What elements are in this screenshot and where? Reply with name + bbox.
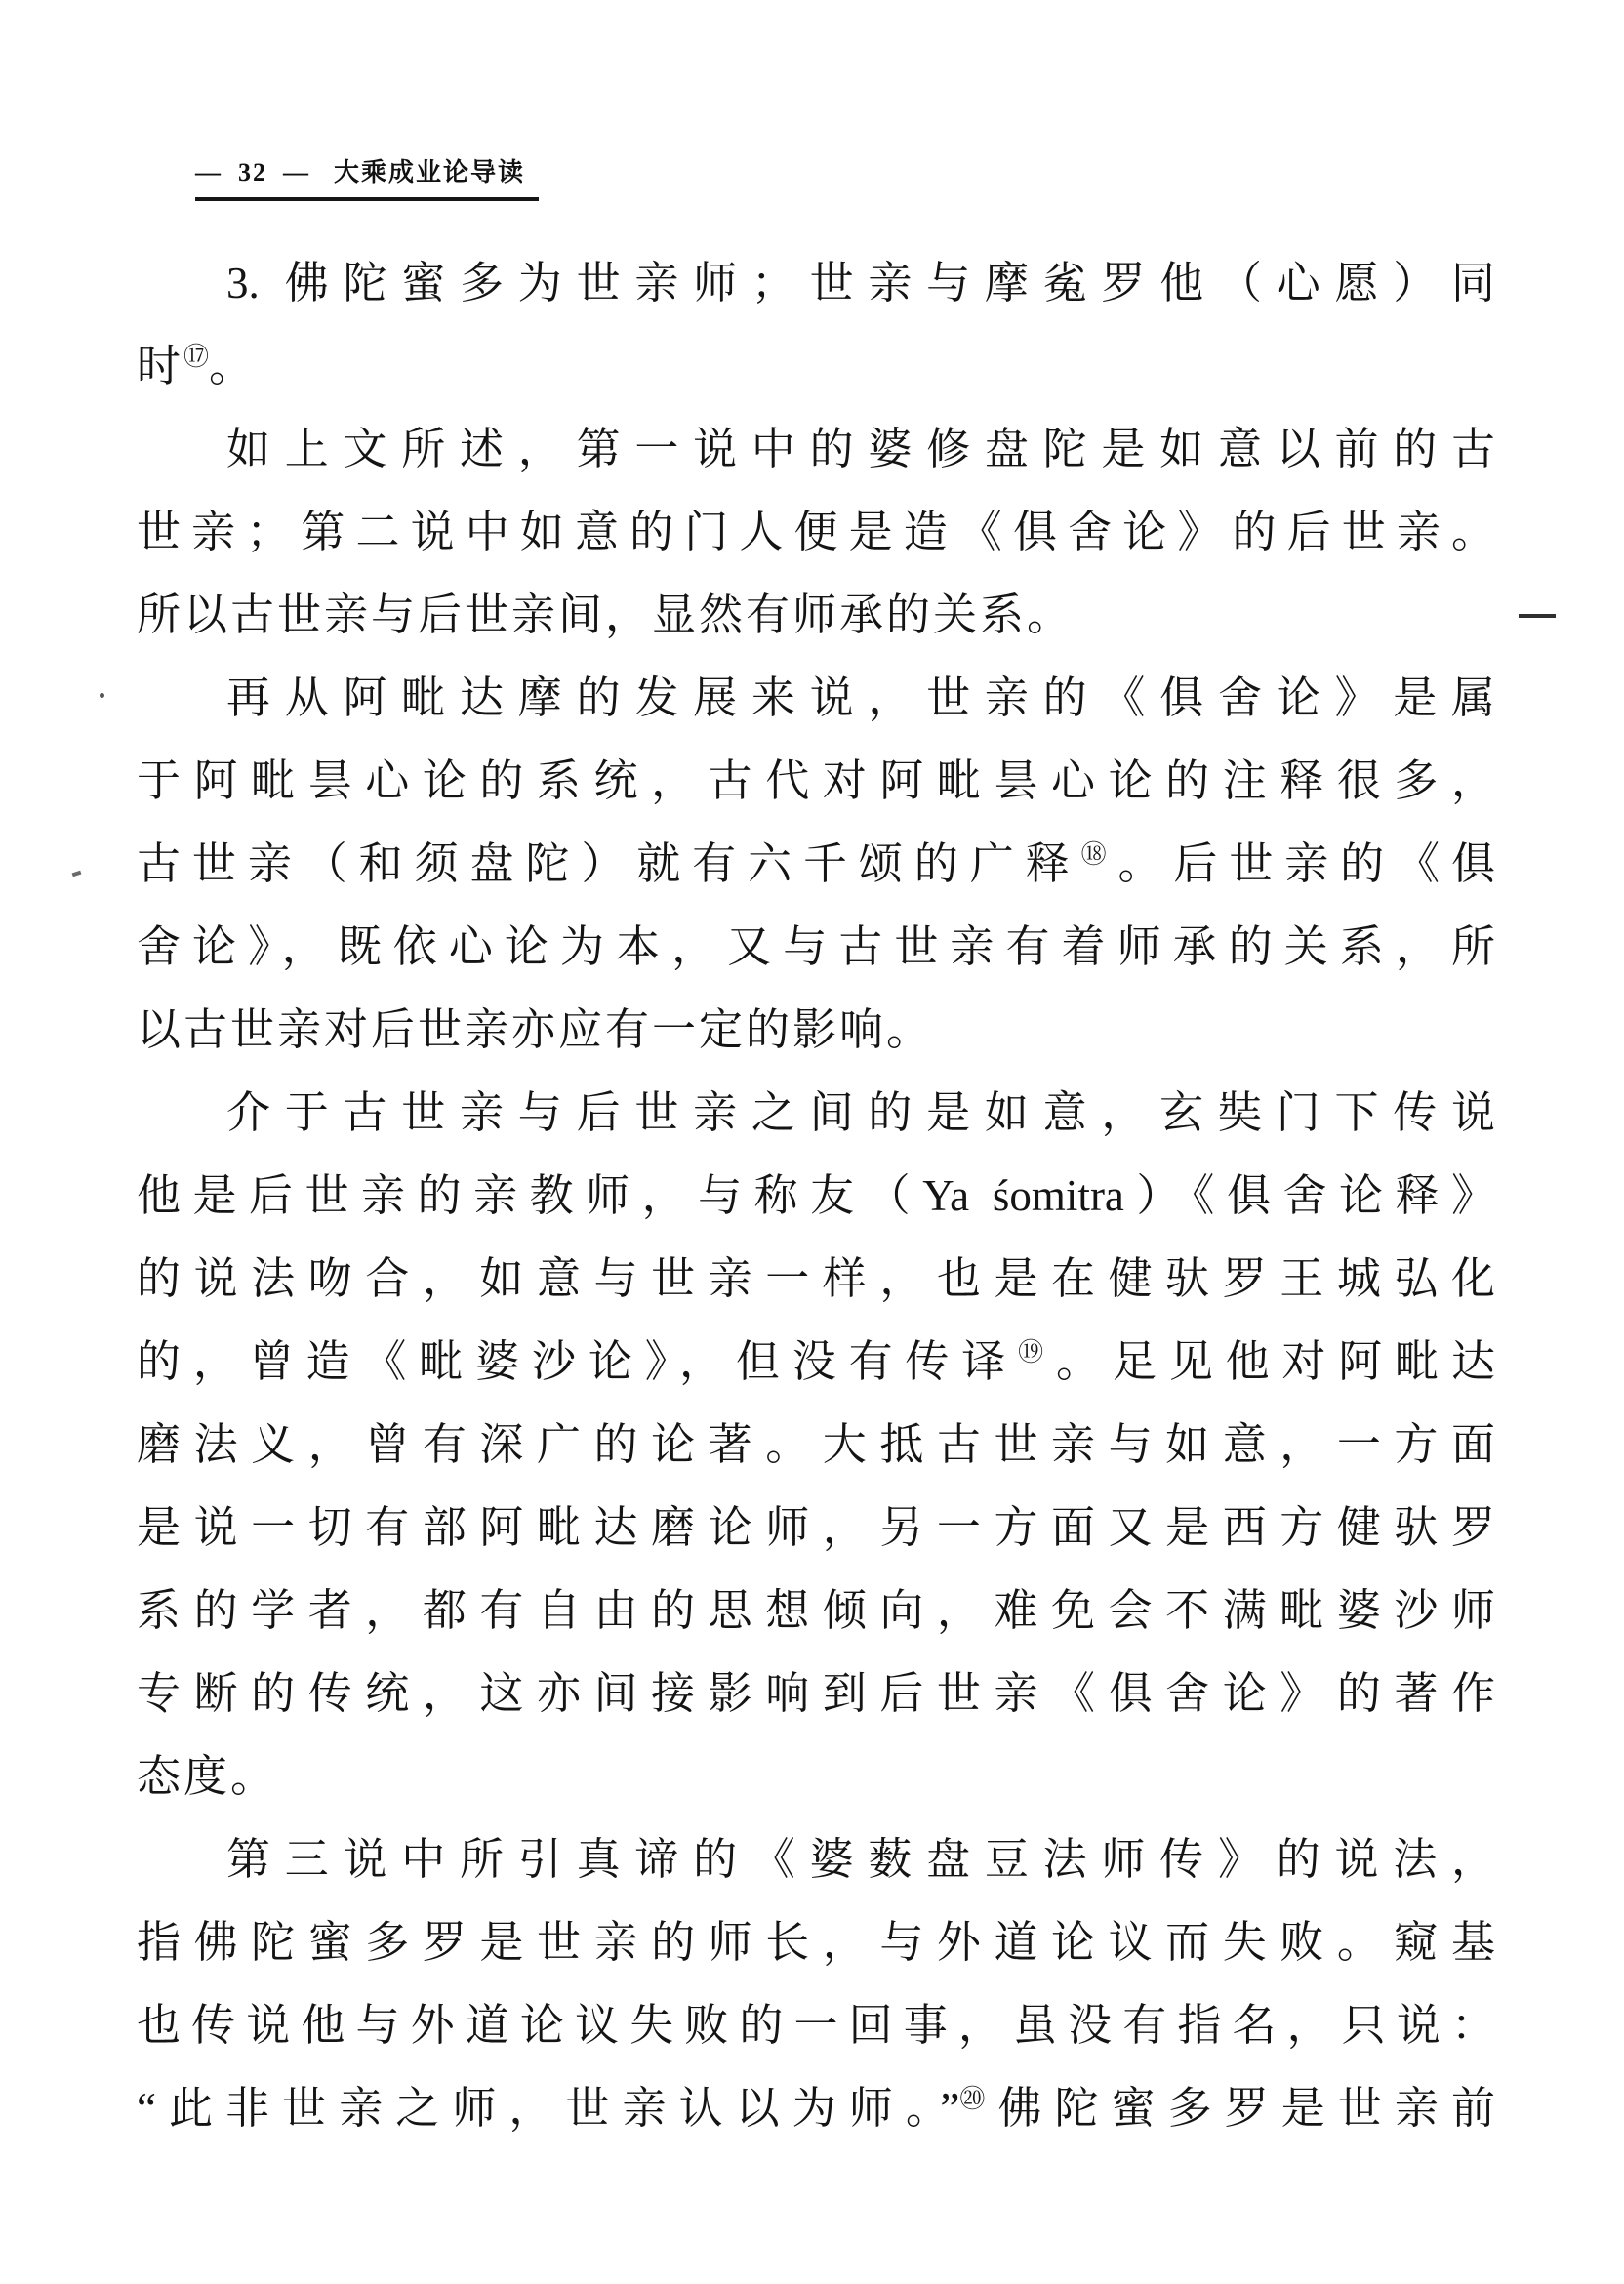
text-line: 系的学者，都有自由的思想倾向，难免会不满毗婆沙师	[137, 1586, 1495, 1635]
text-line: 舍论》，既依心论为本，又与古世亲有着师承的关系，所	[137, 922, 1495, 971]
header-dash-right: —	[283, 158, 310, 186]
text-body	[137, 242, 1495, 2150]
text-line: 以古世亲对后世亲亦应有一定的影响。	[137, 1005, 934, 1054]
text-line: 再从阿毗达摩的发展来说，世亲的《俱舍论》是属	[226, 673, 1495, 722]
page-header	[195, 152, 539, 201]
text-line: 世亲；第二说中如意的门人便是造《俱舍论》的后世亲。	[137, 508, 1495, 556]
text-line: 如上文所述，第一说中的婆修盘陀是如意以前的古	[226, 425, 1495, 473]
text-line: 古世亲（和须盘陀）就有六千颂的广释⑱。后世亲的《俱	[137, 839, 1495, 888]
text-line: 3. 佛陀蜜多为世亲师；世亲与摩㝹罗他（心愿）同	[226, 259, 1495, 307]
text-line: 磨法义，曾有深广的论著。大抵古世亲与如意，一方面	[137, 1420, 1495, 1469]
scan-artifact-speck	[72, 871, 82, 877]
text-line: 的说法吻合，如意与世亲一样，也是在健驮罗王城弘化	[137, 1254, 1495, 1303]
text-line: 介于古世亲与后世亲之间的是如意，玄奘门下传说	[226, 1088, 1495, 1137]
text-line: 他是后世亲的亲教师，与称友（Ya śomitra）《俱舍论释》	[137, 1171, 1495, 1220]
header-page-number: 32	[238, 158, 267, 186]
text-line: 指佛陀蜜多罗是世亲的师长，与外道论议而失败。窥基	[137, 1918, 1495, 1967]
scan-artifact-dash	[1519, 614, 1556, 618]
header-dash-left: —	[195, 158, 223, 186]
text-line: 的，曾造《毗婆沙论》，但没有传译⑲。足见他对阿毗达	[137, 1337, 1495, 1386]
header-book-title: 大乘成业论导读	[334, 158, 526, 186]
text-line: 也传说他与外道论议失败的一回事，虽没有指名，只说：	[137, 2001, 1495, 2050]
text-line: 所以古世亲与后世亲间，显然有师承的关系。	[137, 591, 1075, 639]
text-line: 专断的传统，这亦间接影响到后世亲《俱舍论》的著作	[137, 1669, 1495, 1718]
scan-artifact-dot	[100, 693, 104, 698]
text-line: 于阿毗昙心论的系统，古代对阿毗昙心论的注释很多，	[137, 756, 1495, 805]
text-line: 是说一切有部阿毗达磨论师，另一方面又是西方健驮罗	[137, 1503, 1495, 1552]
text-line: 态度。	[137, 1752, 278, 1801]
text-line: “此非世亲之师，世亲认以为师。”⑳佛陀蜜多罗是世亲前	[137, 2084, 1495, 2133]
text-line: 时⑰。	[137, 342, 257, 390]
text-line: 第三说中所引真谛的《婆薮盘豆法师传》的说法，	[226, 1835, 1495, 1884]
